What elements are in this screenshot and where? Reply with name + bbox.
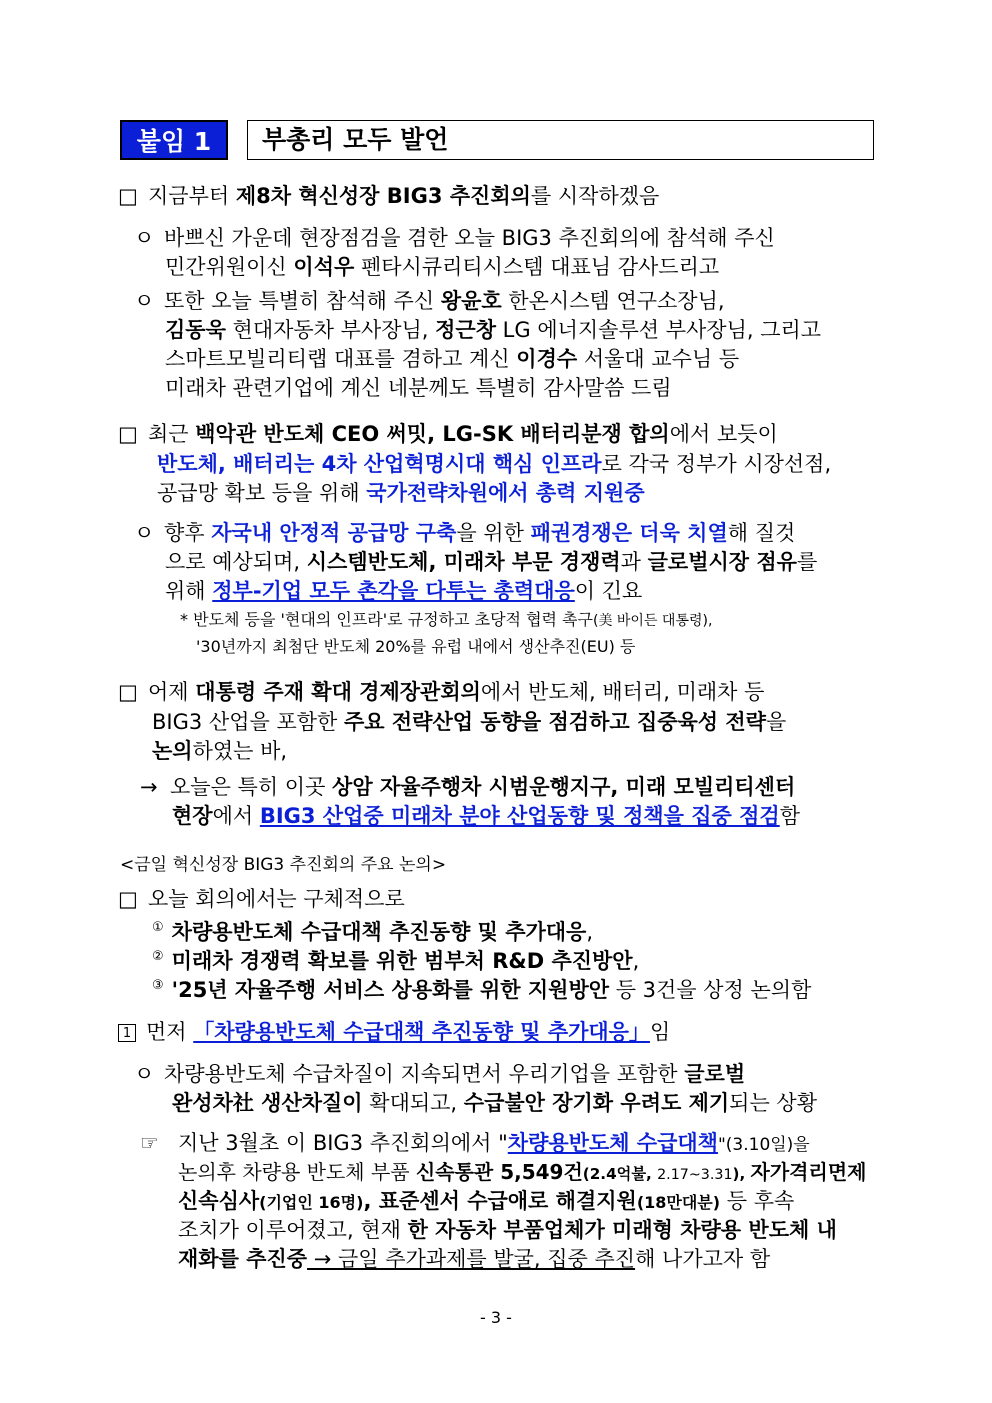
section-3-line-1: □ 어제 대통령 주재 확대 경제장관회의에서 반도체, 배터리, 미래차 등 (118, 677, 764, 707)
circle-bullet-icon: ㅇ (134, 1062, 155, 1086)
bullet-5-1-line-2: 완성차社 생산차질이 확대되고, 수급불안 장기화 우려도 제기되는 상황 (172, 1091, 817, 1115)
bullet-1-1-line-1: ㅇ 바쁘신 가운데 현장점검을 겸한 오늘 BIG3 추진회의에 참석해 주신 (134, 223, 775, 253)
reference-line-5: 재화를 추진중 → 금일 추가과제를 발굴, 집중 추진해 나가고자 함 (178, 1247, 771, 1271)
arrow-line-1: → 오늘은 특히 이곳 상암 자율주행차 시범운행지구, 미래 모빌리티센터 (140, 772, 795, 802)
bullet-1-2-line-4: 미래차 관련기업에 계신 네분께도 특별히 감사말씀 드림 (165, 376, 672, 400)
square-bullet-icon: □ (118, 422, 138, 446)
number-1-icon: ① (152, 920, 164, 935)
bullet-5-1-line-1: ㅇ 차량용반도체 수급차질이 지속되면서 우리기업을 포함한 글로벌 (134, 1059, 745, 1089)
section-1-line: □ 지금부터 제8차 혁신성장 BIG3 추진회의를 시작하겠음 (118, 181, 659, 211)
right-arrow-icon: → (140, 775, 158, 799)
footnote-line-1: * 반도체 등을 '현대의 인프라'로 규정하고 초당적 협력 촉구(美 바이든 대통령), (180, 610, 713, 629)
section-3-line-3: 논의하였는 바, (152, 739, 288, 763)
circle-bullet-icon: ㅇ (134, 521, 155, 545)
agenda-item-3: ③ '25년 자율주행 서비스 상용화를 위한 지원방안 등 3건을 상정 논의함 (152, 978, 812, 1002)
square-bullet-icon: □ (118, 680, 138, 704)
number-2-icon: ② (152, 949, 164, 964)
bullet-1-2-line-3: 스마트모빌리티랩 대표를 겸하고 계신 이경수 서울대 교수님 등 (165, 347, 740, 371)
circle-bullet-icon: ㅇ (134, 226, 155, 250)
section-5-line-1: 1 먼저 「차량용반도체 수급대책 추진동향 및 추가대응」임 (118, 1017, 670, 1047)
circle-bullet-icon: ㅇ (134, 289, 155, 313)
bullet-2-1-line-3: 위해 정부-기업 모두 촌각을 다투는 총력대응이 긴요 (165, 579, 643, 603)
bullet-1-1-line-2: 민간위원이신 이석우 펜타시큐리티시스템 대표님 감사드리고 (165, 255, 720, 279)
reference-line-3: 신속심사(기업인 16명), 표준센서 수급애로 해결지원(18만대분) 등 후속 (178, 1189, 795, 1213)
pointing-hand-icon: ☞ (140, 1131, 159, 1155)
square-bullet-icon: □ (118, 184, 138, 208)
attachment-tag: 붙임 1 (120, 120, 228, 160)
boxed-number-icon: 1 (118, 1024, 136, 1042)
bullet-1-2-line-2: 김동욱 현대자동차 부사장님, 정근창 LG 에너지솔루션 부사장님, 그리고 (165, 318, 822, 342)
footnote-line-2: '30년까지 최첨단 반도체 20%를 유럽 내에서 생산추진(EU) 등 (196, 637, 636, 656)
agenda-item-2: ② 미래차 경쟁력 확보를 위한 범부처 R&D 추진방안, (152, 949, 640, 973)
page-number: - 3 - (480, 1308, 512, 1327)
agenda-item-1: ① 차량용반도체 수급대책 추진동향 및 추가대응, (152, 920, 594, 944)
square-bullet-icon: □ (118, 887, 138, 911)
bullet-1-2-line-1: ㅇ 또한 오늘 특별히 참석해 주신 왕윤호 한온시스템 연구소장님, (134, 286, 725, 316)
number-3-icon: ③ (152, 978, 164, 993)
bullet-2-1-line-2: 으로 예상되며, 시스템반도체, 미래차 부문 경쟁력과 글로벌시장 점유를 (165, 550, 818, 574)
section-2-line-3: 공급망 확보 등을 위해 국가전략차원에서 총력 지원중 (157, 481, 645, 505)
bullet-2-1-line-1: ㅇ 향후 자국내 안정적 공급망 구축을 위한 패권경쟁은 더욱 치열해 질것 (134, 518, 795, 548)
reference-line-2: 논의후 차량용 반도체 부품 신속통관 5,549건(2.4억불, 2.17~3.31), 자가격리면제 (178, 1160, 867, 1184)
arrow-line-2: 현장에서 BIG3 산업중 미래차 분야 산업동향 및 정책을 집중 점검함 (172, 804, 801, 828)
attachment-title: 부총리 모두 발언 (247, 120, 874, 160)
section-4-line-1: □ 오늘 회의에서는 구체적으로 (118, 884, 405, 914)
reference-line-4: 조치가 이루어졌고, 현재 한 자동차 부품업체가 미래형 차량용 반도체 내 (178, 1218, 837, 1242)
section-3-line-2: BIG3 산업을 포함한 주요 전략산업 동향을 점검하고 집중육성 전략을 (152, 710, 787, 734)
section-2-line-1: □ 최근 백악관 반도체 CEO 써밋, LG-SK 배터리분쟁 합의에서 보듯이 (118, 419, 778, 449)
reference-line-1: ☞ 지난 3월초 이 BIG3 추진회의에서 "차량용반도체 수급대책"(3.10일)을 (140, 1128, 810, 1160)
section-2-line-2: 반도체, 배터리는 4차 산업혁명시대 핵심 인프라로 각국 정부가 시장선점, (157, 452, 832, 476)
agenda-heading: <금일 혁신성장 BIG3 추진회의 주요 논의> (120, 855, 447, 875)
